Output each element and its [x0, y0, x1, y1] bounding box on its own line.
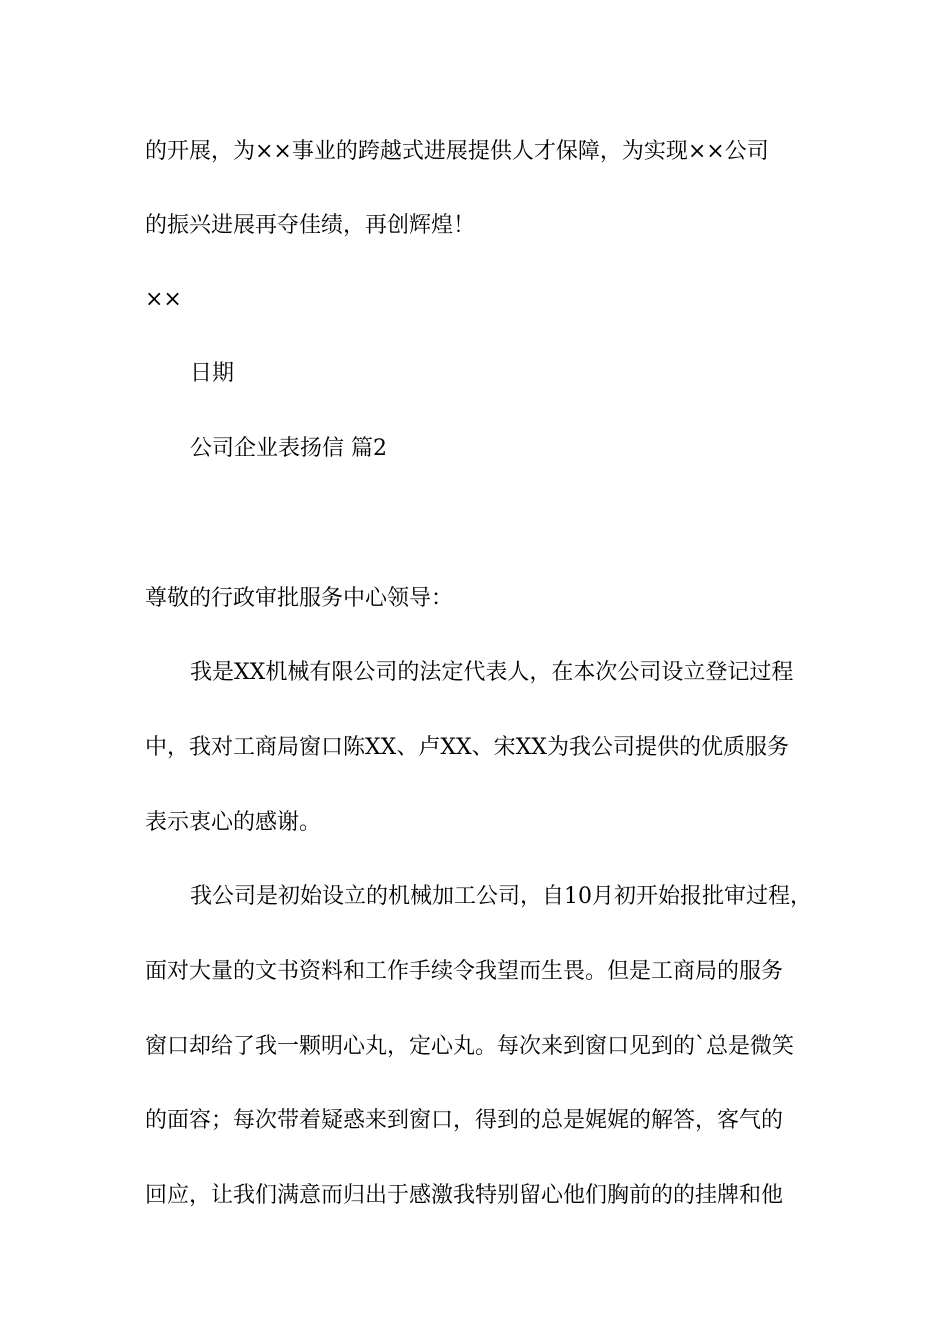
paragraph-line: 回应，让我们满意而归出于感激我特别留心他们胸前的的挂牌和他 [145, 1183, 784, 1208]
paragraph-line: 我公司是初始设立的机械加工公司，自10月初开始报批审过程， [190, 884, 812, 909]
paragraph-line: 窗口却给了我一颗明心丸，定心丸。每次来到窗口见到的`总是微笑 [145, 1034, 795, 1059]
paragraph-line: 表示衷心的感谢。 [145, 810, 322, 835]
paragraph-line: 的开展，为××事业的跨越式进展提供人才保障，为实现××公司 [145, 139, 769, 164]
paragraph-line: 面对大量的文书资料和工作手续令我望而生畏。但是工商局的服务 [145, 959, 784, 984]
section-heading: 公司企业表扬信 篇2 [190, 436, 387, 461]
paragraph-line: 我是XX机械有限公司的法定代表人，在本次公司设立登记过程 [190, 660, 794, 685]
salutation: 尊敬的行政审批服务中心领导： [145, 586, 454, 611]
paragraph-line: 的振兴进展再夺佳绩，再创辉煌！ [145, 213, 476, 238]
paragraph-line: 中，我对工商局窗口陈XX、卢XX、宋XX为我公司提供的优质服务 [145, 735, 789, 760]
paragraph-line: 的面容；每次带着疑惑来到窗口，得到的总是娓娓的解答，客气的 [145, 1108, 784, 1133]
signature-name: ×× [145, 287, 182, 312]
signature-date: 日期 [190, 361, 235, 386]
